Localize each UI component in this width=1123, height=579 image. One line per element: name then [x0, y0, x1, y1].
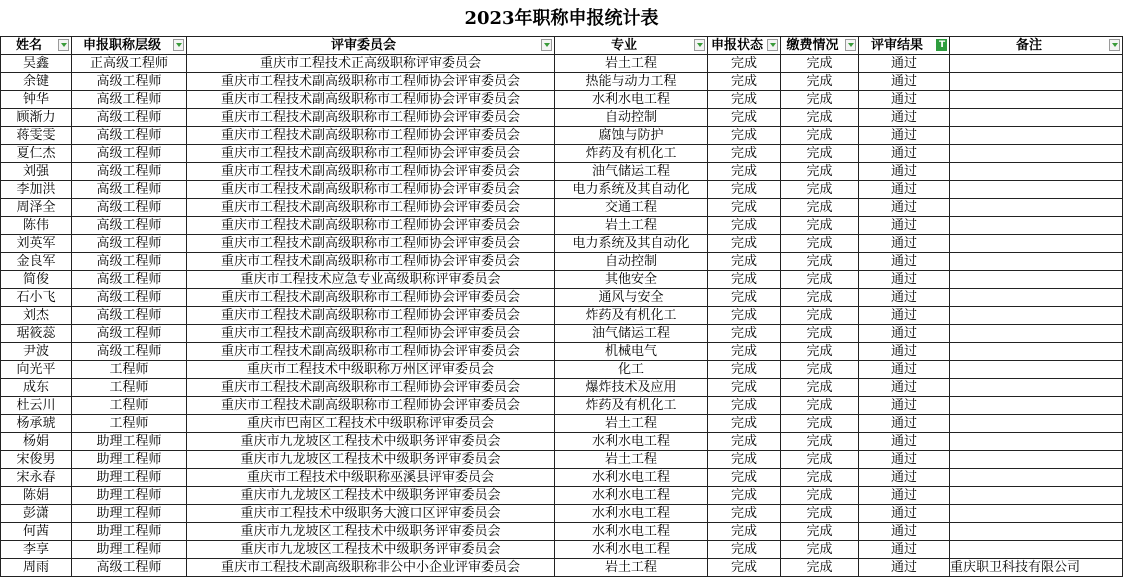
cell-level[interactable]: 助理工程师	[72, 523, 187, 541]
cell-status[interactable]: 完成	[708, 127, 781, 145]
cell-name[interactable]: 顾渐力	[1, 109, 72, 127]
cell-major[interactable]: 电力系统及其自动化	[555, 181, 708, 199]
cell-payment[interactable]: 完成	[781, 433, 859, 451]
cell-payment[interactable]: 完成	[781, 379, 859, 397]
cell-status[interactable]: 完成	[708, 451, 781, 469]
cell-result[interactable]: 通过	[859, 433, 950, 451]
cell-status[interactable]: 完成	[708, 415, 781, 433]
cell-major[interactable]: 岩土工程	[555, 217, 708, 235]
cell-remarks[interactable]	[950, 469, 1123, 487]
cell-payment[interactable]: 完成	[781, 91, 859, 109]
cell-result[interactable]: 通过	[859, 415, 950, 433]
cell-result[interactable]: 通过	[859, 469, 950, 487]
cell-level[interactable]: 高级工程师	[72, 289, 187, 307]
cell-payment[interactable]: 完成	[781, 163, 859, 181]
cell-result[interactable]: 通过	[859, 361, 950, 379]
table-row[interactable]	[1, 505, 1123, 523]
header-row	[1, 37, 1123, 55]
cell-level[interactable]: 工程师	[72, 379, 187, 397]
cell-name[interactable]: 杨娟	[1, 433, 72, 451]
cell-remarks[interactable]	[950, 415, 1123, 433]
cell-payment[interactable]: 完成	[781, 307, 859, 325]
cell-remarks[interactable]	[950, 325, 1123, 343]
cell-committee[interactable]: 重庆市工程技术副高级职称市工程师协会评审委员会	[187, 73, 555, 91]
cell-remarks[interactable]	[950, 433, 1123, 451]
cell-major[interactable]: 水利水电工程	[555, 523, 708, 541]
cell-level[interactable]: 助理工程师	[72, 433, 187, 451]
cell-committee[interactable]: 重庆市工程技术正高级职称评审委员会	[187, 55, 555, 73]
cell-major[interactable]: 交通工程	[555, 199, 708, 217]
cell-level[interactable]: 高级工程师	[72, 145, 187, 163]
cell-committee[interactable]: 重庆市工程技术副高级职称市工程师协会评审委员会	[187, 289, 555, 307]
column-header-committee[interactable]	[187, 37, 555, 55]
cell-major[interactable]: 水利水电工程	[555, 91, 708, 109]
cell-remarks[interactable]	[950, 505, 1123, 523]
cell-result[interactable]: 通过	[859, 379, 950, 397]
cell-level[interactable]: 高级工程师	[72, 325, 187, 343]
cell-committee[interactable]: 重庆市工程技术中级职务大渡口区评审委员会	[187, 505, 555, 523]
cell-level[interactable]: 高级工程师	[72, 91, 187, 109]
cell-remarks[interactable]	[950, 541, 1123, 559]
cell-payment[interactable]: 完成	[781, 127, 859, 145]
cell-status[interactable]: 完成	[708, 505, 781, 523]
table-row[interactable]	[1, 163, 1123, 181]
table-row[interactable]	[1, 361, 1123, 379]
cell-status[interactable]: 完成	[708, 325, 781, 343]
cell-remarks[interactable]	[950, 487, 1123, 505]
cell-name[interactable]: 琚筱蕊	[1, 325, 72, 343]
cell-payment[interactable]: 完成	[781, 181, 859, 199]
cell-remarks[interactable]	[950, 55, 1123, 73]
cell-major[interactable]: 水利水电工程	[555, 469, 708, 487]
table-row[interactable]	[1, 217, 1123, 235]
cell-major[interactable]: 水利水电工程	[555, 487, 708, 505]
cell-name[interactable]: 刘英军	[1, 235, 72, 253]
cell-committee[interactable]: 重庆市工程技术副高级职称市工程师协会评审委员会	[187, 145, 555, 163]
cell-remarks[interactable]	[950, 127, 1123, 145]
cell-major[interactable]: 炸药及有机化工	[555, 145, 708, 163]
cell-committee[interactable]: 重庆市工程技术副高级职称市工程师协会评审委员会	[187, 163, 555, 181]
cell-result[interactable]: 通过	[859, 397, 950, 415]
cell-name[interactable]: 彭潇	[1, 505, 72, 523]
cell-name[interactable]: 李享	[1, 541, 72, 559]
cell-level[interactable]: 高级工程师	[72, 253, 187, 271]
table-row[interactable]	[1, 559, 1123, 577]
cell-name[interactable]: 陈伟	[1, 217, 72, 235]
cell-name[interactable]: 蒋雯雯	[1, 127, 72, 145]
header-label: 缴费情况	[786, 38, 839, 53]
cell-remarks[interactable]	[950, 343, 1123, 361]
cell-status[interactable]: 完成	[708, 91, 781, 109]
filter-dropdown-icon[interactable]	[767, 39, 778, 51]
cell-name[interactable]: 杨承琥	[1, 415, 72, 433]
cell-level[interactable]: 高级工程师	[72, 559, 187, 577]
cell-remarks[interactable]	[950, 73, 1123, 91]
cell-committee[interactable]: 重庆市工程技术中级职称巫溪县评审委员会	[187, 469, 555, 487]
cell-result[interactable]: 通过	[859, 307, 950, 325]
cell-status[interactable]: 完成	[708, 145, 781, 163]
table-row[interactable]	[1, 397, 1123, 415]
column-header-payment[interactable]	[781, 37, 859, 55]
cell-major[interactable]: 自动控制	[555, 109, 708, 127]
cell-payment[interactable]: 完成	[781, 523, 859, 541]
cell-payment[interactable]: 完成	[781, 55, 859, 73]
cell-major[interactable]: 热能与动力工程	[555, 73, 708, 91]
cell-name[interactable]: 夏仁杰	[1, 145, 72, 163]
cell-result[interactable]: 通过	[859, 289, 950, 307]
cell-result[interactable]: 通过	[859, 217, 950, 235]
cell-status[interactable]: 完成	[708, 163, 781, 181]
cell-payment[interactable]: 完成	[781, 199, 859, 217]
cell-level[interactable]: 工程师	[72, 415, 187, 433]
table-row[interactable]	[1, 343, 1123, 361]
cell-level[interactable]: 高级工程师	[72, 271, 187, 289]
cell-level[interactable]: 高级工程师	[72, 235, 187, 253]
cell-result[interactable]: 通过	[859, 505, 950, 523]
header-label: 评审委员会	[330, 38, 396, 53]
cell-status[interactable]: 完成	[708, 55, 781, 73]
cell-level[interactable]: 助理工程师	[72, 505, 187, 523]
header-label: 备注	[1015, 38, 1042, 53]
cell-major[interactable]: 其他安全	[555, 271, 708, 289]
cell-major[interactable]: 岩土工程	[555, 451, 708, 469]
cell-payment[interactable]: 完成	[781, 487, 859, 505]
cell-result[interactable]: 通过	[859, 199, 950, 217]
cell-major[interactable]: 水利水电工程	[555, 433, 708, 451]
cell-committee[interactable]: 重庆市工程技术副高级职称市工程师协会评审委员会	[187, 127, 555, 145]
filter-dropdown-icon[interactable]	[173, 39, 184, 51]
table-row[interactable]	[1, 307, 1123, 325]
cell-level[interactable]: 工程师	[72, 361, 187, 379]
cell-status[interactable]: 完成	[708, 109, 781, 127]
table-row[interactable]	[1, 271, 1123, 289]
table-row[interactable]	[1, 325, 1123, 343]
column-header-result[interactable]	[859, 37, 950, 55]
header-label: 评审结果	[870, 38, 923, 53]
cell-result[interactable]: 通过	[859, 181, 950, 199]
cell-result[interactable]: 通过	[859, 163, 950, 181]
cell-committee[interactable]: 重庆市九龙坡区工程技术中级职务评审委员会	[187, 487, 555, 505]
cell-status[interactable]: 完成	[708, 487, 781, 505]
cell-status[interactable]: 完成	[708, 73, 781, 91]
cell-status[interactable]: 完成	[708, 181, 781, 199]
cell-committee[interactable]: 重庆市工程技术副高级职称市工程师协会评审委员会	[187, 307, 555, 325]
table-row[interactable]	[1, 55, 1123, 73]
cell-result[interactable]: 通过	[859, 235, 950, 253]
filter-dropdown-icon[interactable]	[1109, 39, 1120, 51]
table-row[interactable]	[1, 415, 1123, 433]
cell-level[interactable]: 高级工程师	[72, 73, 187, 91]
cell-remarks[interactable]	[950, 397, 1123, 415]
filter-dropdown-icon[interactable]	[845, 39, 856, 51]
cell-major[interactable]: 岩土工程	[555, 559, 708, 577]
cell-level[interactable]: 高级工程师	[72, 127, 187, 145]
cell-committee[interactable]: 重庆市九龙坡区工程技术中级职务评审委员会	[187, 451, 555, 469]
cell-result[interactable]: 通过	[859, 91, 950, 109]
cell-status[interactable]: 完成	[708, 433, 781, 451]
cell-major[interactable]: 炸药及有机化工	[555, 307, 708, 325]
column-header-remarks[interactable]	[950, 37, 1123, 55]
cell-status[interactable]: 完成	[708, 397, 781, 415]
table-row[interactable]	[1, 451, 1123, 469]
header-label: 姓名	[15, 38, 42, 53]
cell-name[interactable]: 向光平	[1, 361, 72, 379]
cell-remarks[interactable]	[950, 361, 1123, 379]
table-body	[1, 55, 1123, 577]
cell-committee[interactable]: 重庆市工程技术副高级职称市工程师协会评审委员会	[187, 109, 555, 127]
cell-committee[interactable]: 重庆市工程技术应急专业高级职称评审委员会	[187, 271, 555, 289]
cell-name[interactable]: 宋俊男	[1, 451, 72, 469]
cell-committee[interactable]: 重庆市工程技术副高级职称市工程师协会评审委员会	[187, 217, 555, 235]
cell-name[interactable]: 成东	[1, 379, 72, 397]
cell-remarks[interactable]	[950, 253, 1123, 271]
filter-active-icon[interactable]	[936, 39, 947, 51]
cell-payment[interactable]: 完成	[781, 325, 859, 343]
cell-name[interactable]: 刘强	[1, 163, 72, 181]
cell-result[interactable]: 通过	[859, 145, 950, 163]
cell-status[interactable]: 完成	[708, 307, 781, 325]
cell-major[interactable]: 电力系统及其自动化	[555, 235, 708, 253]
cell-payment[interactable]: 完成	[781, 253, 859, 271]
cell-major[interactable]: 腐蚀与防护	[555, 127, 708, 145]
cell-remarks[interactable]	[950, 379, 1123, 397]
cell-remarks[interactable]	[950, 307, 1123, 325]
cell-remarks[interactable]	[950, 271, 1123, 289]
cell-level[interactable]: 高级工程师	[72, 199, 187, 217]
table-row[interactable]	[1, 145, 1123, 163]
cell-committee[interactable]: 重庆市九龙坡区工程技术中级职务评审委员会	[187, 523, 555, 541]
cell-payment[interactable]: 完成	[781, 145, 859, 163]
cell-result[interactable]: 通过	[859, 55, 950, 73]
cell-result[interactable]: 通过	[859, 523, 950, 541]
cell-level[interactable]: 高级工程师	[72, 181, 187, 199]
cell-result[interactable]: 通过	[859, 271, 950, 289]
table-row[interactable]	[1, 109, 1123, 127]
column-header-name[interactable]	[1, 37, 72, 55]
cell-result[interactable]: 通过	[859, 451, 950, 469]
cell-status[interactable]: 完成	[708, 379, 781, 397]
cell-remarks[interactable]: 重庆职卫科技有限公司	[950, 559, 1123, 577]
cell-name[interactable]: 周雨	[1, 559, 72, 577]
table-row[interactable]	[1, 253, 1123, 271]
table-row[interactable]	[1, 289, 1123, 307]
data-table	[0, 36, 1123, 577]
cell-status[interactable]: 完成	[708, 235, 781, 253]
cell-major[interactable]: 炸药及有机化工	[555, 397, 708, 415]
cell-payment[interactable]: 完成	[781, 451, 859, 469]
table-row[interactable]	[1, 127, 1123, 145]
cell-remarks[interactable]	[950, 289, 1123, 307]
cell-committee[interactable]: 重庆市工程技术中级职称万州区评审委员会	[187, 361, 555, 379]
cell-level[interactable]: 高级工程师	[72, 343, 187, 361]
cell-status[interactable]: 完成	[708, 253, 781, 271]
cell-name[interactable]: 钟华	[1, 91, 72, 109]
cell-committee[interactable]: 重庆市工程技术副高级职称市工程师协会评审委员会	[187, 235, 555, 253]
cell-payment[interactable]: 完成	[781, 217, 859, 235]
cell-payment[interactable]: 完成	[781, 73, 859, 91]
cell-result[interactable]: 通过	[859, 487, 950, 505]
cell-remarks[interactable]	[950, 181, 1123, 199]
cell-status[interactable]: 完成	[708, 271, 781, 289]
cell-name[interactable]: 简俊	[1, 271, 72, 289]
table-row[interactable]	[1, 199, 1123, 217]
cell-committee[interactable]: 重庆市巴南区工程技术中级职称评审委员会	[187, 415, 555, 433]
cell-major[interactable]: 水利水电工程	[555, 505, 708, 523]
cell-major[interactable]: 水利水电工程	[555, 541, 708, 559]
table-row[interactable]	[1, 235, 1123, 253]
cell-remarks[interactable]	[950, 451, 1123, 469]
cell-level[interactable]: 高级工程师	[72, 163, 187, 181]
cell-major[interactable]: 爆炸技术及应用	[555, 379, 708, 397]
cell-level[interactable]: 助理工程师	[72, 469, 187, 487]
cell-remarks[interactable]	[950, 523, 1123, 541]
column-header-major[interactable]	[555, 37, 708, 55]
cell-result[interactable]: 通过	[859, 343, 950, 361]
cell-result[interactable]: 通过	[859, 541, 950, 559]
cell-committee[interactable]: 重庆市工程技术副高级职称市工程师协会评审委员会	[187, 91, 555, 109]
cell-major[interactable]: 岩土工程	[555, 55, 708, 73]
cell-level[interactable]: 工程师	[72, 397, 187, 415]
cell-major[interactable]: 油气储运工程	[555, 325, 708, 343]
cell-result[interactable]: 通过	[859, 73, 950, 91]
table-row[interactable]	[1, 379, 1123, 397]
cell-remarks[interactable]	[950, 91, 1123, 109]
cell-status[interactable]: 完成	[708, 523, 781, 541]
table-row[interactable]	[1, 523, 1123, 541]
header-label: 申报状态	[710, 38, 763, 53]
cell-committee[interactable]: 重庆市九龙坡区工程技术中级职务评审委员会	[187, 433, 555, 451]
cell-level[interactable]: 高级工程师	[72, 307, 187, 325]
cell-name[interactable]: 尹波	[1, 343, 72, 361]
cell-status[interactable]: 完成	[708, 289, 781, 307]
cell-major[interactable]: 机械电气	[555, 343, 708, 361]
cell-payment[interactable]: 完成	[781, 397, 859, 415]
cell-payment[interactable]: 完成	[781, 343, 859, 361]
cell-level[interactable]: 助理工程师	[72, 541, 187, 559]
cell-name[interactable]: 刘杰	[1, 307, 72, 325]
cell-name[interactable]: 石小飞	[1, 289, 72, 307]
cell-result[interactable]: 通过	[859, 325, 950, 343]
cell-name[interactable]: 吴鑫	[1, 55, 72, 73]
cell-name[interactable]: 李加洪	[1, 181, 72, 199]
cell-remarks[interactable]	[950, 199, 1123, 217]
cell-committee[interactable]: 重庆市工程技术副高级职称市工程师协会评审委员会	[187, 379, 555, 397]
cell-payment[interactable]: 完成	[781, 361, 859, 379]
cell-level[interactable]: 高级工程师	[72, 217, 187, 235]
filter-dropdown-icon[interactable]	[58, 39, 69, 51]
cell-name[interactable]: 周泽全	[1, 199, 72, 217]
table-row[interactable]	[1, 487, 1123, 505]
cell-status[interactable]: 完成	[708, 343, 781, 361]
cell-name[interactable]: 余键	[1, 73, 72, 91]
cell-payment[interactable]: 完成	[781, 505, 859, 523]
cell-level[interactable]: 正高级工程师	[72, 55, 187, 73]
header-label: 专业	[610, 38, 637, 53]
cell-status[interactable]: 完成	[708, 361, 781, 379]
table-row[interactable]	[1, 91, 1123, 109]
cell-status[interactable]: 完成	[708, 469, 781, 487]
cell-payment[interactable]: 完成	[781, 235, 859, 253]
filter-dropdown-icon[interactable]	[541, 39, 552, 51]
cell-result[interactable]: 通过	[859, 559, 950, 577]
cell-result[interactable]: 通过	[859, 127, 950, 145]
cell-name[interactable]: 何茜	[1, 523, 72, 541]
cell-name[interactable]: 陈娟	[1, 487, 72, 505]
cell-remarks[interactable]	[950, 217, 1123, 235]
cell-name[interactable]: 宋永春	[1, 469, 72, 487]
cell-remarks[interactable]	[950, 145, 1123, 163]
cell-name[interactable]: 杜云川	[1, 397, 72, 415]
cell-committee[interactable]: 重庆市九龙坡区工程技术中级职务评审委员会	[187, 541, 555, 559]
cell-committee[interactable]: 重庆市工程技术副高级职称市工程师协会评审委员会	[187, 181, 555, 199]
cell-status[interactable]: 完成	[708, 217, 781, 235]
cell-result[interactable]: 通过	[859, 253, 950, 271]
cell-remarks[interactable]	[950, 235, 1123, 253]
cell-committee[interactable]: 重庆市工程技术副高级职称市工程师协会评审委员会	[187, 199, 555, 217]
cell-committee[interactable]: 重庆市工程技术副高级职称非公中小企业评审委员会	[187, 559, 555, 577]
cell-major[interactable]: 岩土工程	[555, 415, 708, 433]
cell-name[interactable]: 金良军	[1, 253, 72, 271]
cell-major[interactable]: 油气储运工程	[555, 163, 708, 181]
cell-major[interactable]: 自动控制	[555, 253, 708, 271]
cell-status[interactable]: 完成	[708, 541, 781, 559]
cell-remarks[interactable]	[950, 109, 1123, 127]
table-row[interactable]	[1, 541, 1123, 559]
cell-status[interactable]: 完成	[708, 199, 781, 217]
table-row[interactable]	[1, 73, 1123, 91]
sheet-title: 2023年职称申报统计表	[464, 8, 659, 29]
cell-level[interactable]: 助理工程师	[72, 451, 187, 469]
cell-result[interactable]: 通过	[859, 109, 950, 127]
column-header-level[interactable]	[72, 37, 187, 55]
cell-payment[interactable]: 完成	[781, 559, 859, 577]
table-row[interactable]	[1, 433, 1123, 451]
cell-committee[interactable]: 重庆市工程技术副高级职称市工程师协会评审委员会	[187, 397, 555, 415]
cell-major[interactable]: 通风与安全	[555, 289, 708, 307]
filter-dropdown-icon[interactable]	[694, 39, 705, 51]
cell-major[interactable]: 化工	[555, 361, 708, 379]
cell-payment[interactable]: 完成	[781, 271, 859, 289]
cell-status[interactable]: 完成	[708, 559, 781, 577]
cell-payment[interactable]: 完成	[781, 109, 859, 127]
cell-payment[interactable]: 完成	[781, 469, 859, 487]
cell-payment[interactable]: 完成	[781, 541, 859, 559]
cell-committee[interactable]: 重庆市工程技术副高级职称市工程师协会评审委员会	[187, 343, 555, 361]
cell-level[interactable]: 助理工程师	[72, 487, 187, 505]
cell-committee[interactable]: 重庆市工程技术副高级职称市工程师协会评审委员会	[187, 325, 555, 343]
cell-remarks[interactable]	[950, 163, 1123, 181]
cell-payment[interactable]: 完成	[781, 289, 859, 307]
cell-level[interactable]: 高级工程师	[72, 109, 187, 127]
cell-payment[interactable]: 完成	[781, 415, 859, 433]
header-label: 申报职称层级	[82, 38, 161, 53]
table-row[interactable]	[1, 181, 1123, 199]
column-header-status[interactable]	[708, 37, 781, 55]
cell-committee[interactable]: 重庆市工程技术副高级职称市工程师协会评审委员会	[187, 253, 555, 271]
table-row[interactable]	[1, 469, 1123, 487]
